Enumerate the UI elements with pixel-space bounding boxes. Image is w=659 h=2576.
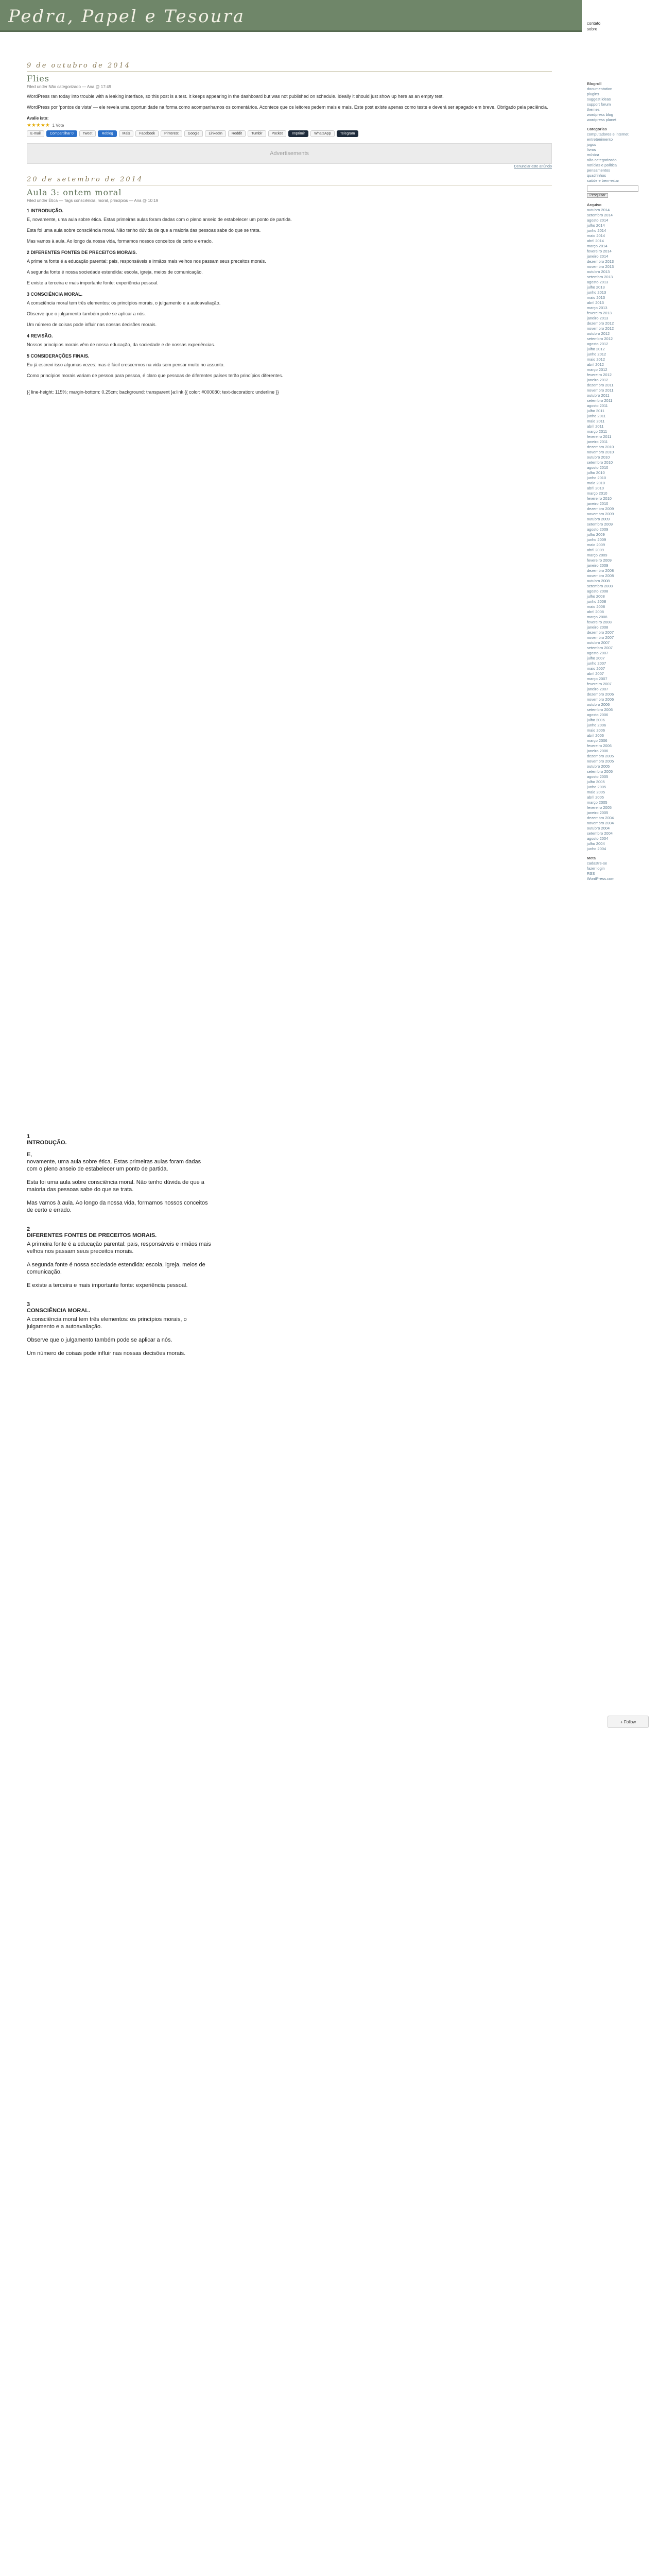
meta-link[interactable]: fazer login — [587, 866, 605, 871]
post-paragraph: A consciência moral tem três elementos: os princípios morais, o julgamento e a autoavaliação. — [27, 300, 221, 306]
archive-link[interactable]: março 2007 — [587, 676, 608, 681]
archive-link[interactable]: fevereiro 2013 — [587, 311, 612, 315]
archive-link[interactable]: novembro 2013 — [587, 264, 614, 269]
archive-link[interactable]: janeiro 2009 — [587, 563, 609, 568]
archive-link[interactable]: junho 2009 — [587, 537, 606, 542]
categories-list — [587, 132, 644, 183]
archive-link[interactable]: maio 2006 — [587, 728, 605, 733]
archive-link[interactable]: maio 2014 — [587, 233, 605, 238]
share-mais-button[interactable]: Mais — [119, 130, 134, 137]
category-link[interactable]: música — [587, 152, 599, 157]
archive-link[interactable]: abril 2009 — [587, 548, 604, 552]
archive-link[interactable]: outubro 2008 — [587, 579, 610, 583]
post-paragraph: Mas vamos à aula. Ao longo da nossa vida, formamos nossos conceitos de certo e errado. — [27, 239, 213, 244]
raw-paragraph: Esta foi uma aula sobre consciência moral. Não tenho dúvida de que a maioria das pessoas sabe do que se trata. — [27, 1179, 204, 1193]
archive-link[interactable]: julho 2013 — [587, 285, 605, 290]
archive-link[interactable]: junho 2013 — [587, 290, 606, 295]
archive-link[interactable]: janeiro 2011 — [587, 439, 608, 444]
raw-heading: 2 DIFERENTES FONTES DE PRECEITOS MORAIS. — [27, 1226, 157, 1239]
post-paragraph: E, novamente, uma aula sobre ética. Estas primeiras aulas foram dadas com o pleno anseio de estabelecer um ponto de partida. — [27, 217, 292, 222]
archive-link[interactable]: janeiro 2005 — [587, 810, 609, 815]
archive-link[interactable]: março 2014 — [587, 244, 608, 248]
category-link[interactable]: computadores e internet — [587, 132, 629, 137]
post-meta: Filed under Não categorizado — Ana @ 17:49 — [27, 84, 111, 89]
archive-link[interactable]: junho 2012 — [587, 352, 606, 357]
top-link-contato[interactable]: contato — [587, 21, 601, 26]
blogroll-heading: Blogroll — [587, 81, 602, 86]
advertisement[interactable] — [27, 143, 552, 164]
blogroll-link[interactable]: documentation — [587, 87, 613, 91]
post-paragraph: Observe que o julgamento também pode se aplicar a nós. — [27, 311, 146, 316]
archive-link[interactable]: março 2006 — [587, 738, 608, 743]
archive-link[interactable]: novembro 2012 — [587, 326, 614, 331]
post-aula-3 — [27, 176, 552, 395]
blogroll-link[interactable]: plugins — [587, 92, 599, 96]
archive-link[interactable]: janeiro 2013 — [587, 316, 609, 320]
archive-link[interactable]: julho 2007 — [587, 656, 605, 660]
archive-link[interactable]: abril 2012 — [587, 362, 604, 367]
ad-label: Advertisements — [270, 150, 309, 157]
archive-link[interactable]: dezembro 2008 — [587, 568, 614, 573]
archive-link[interactable]: julho 2010 — [587, 470, 605, 475]
section-heading: 2 DIFERENTES FONTES DE PRECEITOS MORAIS. — [27, 250, 137, 255]
category-link[interactable]: quadrinhos — [587, 173, 606, 178]
archive-link[interactable]: junho 2014 — [587, 228, 606, 233]
site-header — [0, 0, 582, 32]
archive-link[interactable]: outubro 2013 — [587, 269, 610, 274]
post-paragraph: E existe a terceira e mais importante fonte: experiência pessoal. — [27, 280, 159, 285]
share-telegram-button[interactable]: Telegram — [337, 130, 359, 137]
blogroll-link[interactable]: themes — [587, 107, 600, 112]
archive-link[interactable]: outubro 2004 — [587, 826, 610, 831]
archive-link[interactable]: janeiro 2006 — [587, 749, 609, 753]
archive-link[interactable]: julho 2004 — [587, 841, 605, 846]
archive-link[interactable]: fevereiro 2008 — [587, 620, 612, 624]
raw-css-note: {{ line-height: 115%; margin-bottom: 0.25cm; background: transparent }a:link {{ color: #000080; text-decoration: underline }} — [27, 389, 279, 395]
share-google-button[interactable]: Google — [184, 130, 203, 137]
archive-link[interactable]: maio 2008 — [587, 604, 605, 609]
archive-link[interactable]: julho 2009 — [587, 532, 605, 537]
archive-link[interactable]: agosto 2009 — [587, 527, 609, 532]
raw-paragraph: A segunda fonte é nossa sociedade estendida: escola, igreja, meios de comunicação. — [27, 1262, 205, 1275]
share-pocket-button[interactable]: Pocket — [268, 130, 286, 137]
share-tweet-button[interactable]: Tweet — [79, 130, 96, 137]
blogroll-link[interactable]: suggest ideas — [587, 97, 611, 101]
archive-link[interactable]: dezembro 2007 — [587, 630, 614, 635]
archive-link[interactable]: março 2009 — [587, 553, 608, 557]
meta-link[interactable]: WordPress.com — [587, 876, 615, 881]
archive-link[interactable]: novembro 2007 — [587, 635, 614, 640]
archive-link[interactable]: abril 2007 — [587, 671, 604, 676]
archive-link[interactable]: abril 2008 — [587, 609, 604, 614]
archive-link[interactable]: novembro 2008 — [587, 573, 614, 578]
archive-link[interactable]: junho 2007 — [587, 661, 606, 666]
rating-label: 1 Vote — [52, 123, 64, 128]
archive-link[interactable]: maio 2009 — [587, 543, 605, 547]
category-link[interactable]: notícias e política — [587, 163, 617, 167]
report-ad-link[interactable]: Denunciar este anúncio — [514, 165, 552, 168]
archive-link[interactable]: maio 2005 — [587, 790, 605, 794]
meta-heading: Meta — [587, 856, 596, 860]
share-compartilhar-button[interactable]: Compartilhar 0 — [46, 130, 77, 137]
archive-link[interactable]: novembro 2004 — [587, 821, 614, 825]
archive-link[interactable]: outubro 2006 — [587, 702, 610, 707]
archive-link[interactable]: setembro 2009 — [587, 522, 613, 527]
archive-link[interactable]: novembro 2005 — [587, 759, 614, 764]
blogroll-link[interactable]: wordpress blog — [587, 112, 613, 117]
share-linkedin-button[interactable]: LinkedIn — [205, 130, 226, 137]
archive-link[interactable]: setembro 2004 — [587, 831, 613, 836]
post-paragraph: A segunda fonte é nossa sociedade estendida: escola, igreja, meios de comunicação. — [27, 269, 203, 275]
raw-paragraph: Um número de coisas pode influir nas nossas decisões morais. — [27, 1350, 186, 1357]
share-buttons — [27, 130, 552, 137]
archive-link[interactable]: março 2010 — [587, 491, 608, 496]
archive-link[interactable]: outubro 2007 — [587, 640, 610, 645]
archive-link[interactable]: junho 2005 — [587, 785, 606, 789]
meta-list — [587, 861, 644, 882]
archive-link[interactable]: dezembro 2004 — [587, 816, 614, 820]
meta-link[interactable]: cadastre-se — [587, 861, 608, 866]
archive-link[interactable]: dezembro 2006 — [587, 692, 614, 697]
share-imprimir-button[interactable]: Imprimir — [288, 130, 308, 137]
share-email-button[interactable]: E-mail — [27, 130, 44, 137]
archive-link[interactable]: abril 2005 — [587, 795, 604, 800]
archive-link[interactable]: agosto 2004 — [587, 836, 609, 841]
archive-link[interactable]: janeiro 2014 — [587, 254, 609, 259]
archive-link[interactable]: fevereiro 2009 — [587, 558, 612, 563]
post-paragraph: Eu já escrevi isso algumas vezes: mas é fácil crescermos na vida sem pensar muito no assunto. — [27, 362, 225, 367]
archive-link[interactable]: outubro 2009 — [587, 517, 610, 521]
archive-link[interactable]: setembro 2014 — [587, 213, 613, 217]
archive-link[interactable]: julho 2008 — [587, 594, 605, 599]
archive-link[interactable]: abril 2013 — [587, 300, 604, 305]
archive-heading: Arquivo — [587, 202, 602, 207]
archive-link[interactable]: julho 2012 — [587, 347, 605, 351]
top-links — [587, 21, 623, 32]
archive-link[interactable]: janeiro 2008 — [587, 625, 609, 630]
blogroll-link[interactable]: support forum — [587, 102, 611, 107]
share-facebook-button[interactable]: Facebook — [135, 130, 159, 137]
category-link[interactable]: jogos — [587, 142, 596, 147]
archive-link[interactable]: janeiro 2012 — [587, 378, 609, 382]
post-paragraph: Como princípios morais variam de pessoa para pessoa, é claro que pessoas de diferentes países terão princípios diferentes. — [27, 373, 283, 378]
site-title[interactable]: Pedra, Papel e Tesoura — [8, 6, 245, 27]
archive-link[interactable]: fevereiro 2005 — [587, 805, 612, 810]
archive-link[interactable]: fevereiro 2006 — [587, 743, 612, 748]
archive-link[interactable]: dezembro 2009 — [587, 506, 614, 511]
archive-link[interactable]: junho 2008 — [587, 599, 606, 604]
section-heading: 5 CONSIDERAÇÕES FINAIS. — [27, 353, 90, 359]
archive-link[interactable]: agosto 2007 — [587, 651, 609, 655]
archive-link[interactable]: março 2011 — [587, 429, 608, 434]
archive-link[interactable]: março 2013 — [587, 306, 608, 310]
raw-heading: 1 INTRODUÇÃO. — [27, 1133, 67, 1146]
archive-link[interactable]: setembro 2006 — [587, 707, 613, 712]
archive-link[interactable]: dezembro 2011 — [587, 383, 614, 387]
archive-link[interactable]: outubro 2005 — [587, 764, 610, 769]
archive-link[interactable]: dezembro 2010 — [587, 445, 614, 449]
post-title[interactable]: Aula 3: ontem moral — [27, 188, 122, 197]
meta-link[interactable]: RSS — [587, 871, 595, 876]
archive-link[interactable]: setembro 2007 — [587, 646, 613, 650]
post-paragraph: A primeira fonte é a educação parental: pais, responsáveis e irmãos mais velhos nos passam seus preceitos morais. — [27, 259, 266, 264]
archive-link[interactable]: janeiro 2010 — [587, 501, 609, 506]
archive-list — [587, 208, 644, 852]
raw-paragraph: A primeira fonte é a educação parental: pais, responsáveis e irmãos mais velhos nos passam seus preceitos morais. — [27, 1241, 211, 1255]
categories-heading: Categorias — [587, 127, 607, 131]
archive-link[interactable]: setembro 2005 — [587, 769, 613, 774]
share-label: Avalie isto: — [27, 116, 49, 121]
archive-link[interactable]: setembro 2010 — [587, 460, 613, 465]
category-link[interactable]: saúde e bem-estar — [587, 178, 619, 183]
star-icon[interactable]: ★★★★★ — [27, 123, 50, 128]
top-link-sobre[interactable]: sobre — [587, 27, 598, 31]
archive-link[interactable]: abril 2014 — [587, 239, 604, 243]
main-content — [27, 62, 552, 410]
rating-widget[interactable] — [27, 123, 552, 128]
category-link[interactable]: pensamentos — [587, 168, 611, 173]
raw-heading: 3 CONSCIÊNCIA MORAL. — [27, 1301, 91, 1314]
post-date: 20 de setembro de 2014 — [27, 176, 552, 185]
archive-link[interactable]: agosto 2012 — [587, 342, 609, 346]
post-paragraph: WordPress por ‘pontos de vista’ — ele revela uma oportunidade na forma como acompanhamos os comentários. Acontece que os leitores pedem mais e mais. Este post existe apenas como teste e deverá ser apagado em breve. Obrigado pela paciência. — [27, 105, 548, 110]
share-reblog-button[interactable]: Reblog — [98, 130, 116, 137]
archive-link[interactable]: setembro 2008 — [587, 584, 613, 588]
sidebar — [587, 77, 644, 882]
archive-link[interactable]: dezembro 2013 — [587, 259, 614, 264]
raw-paragraph: E, novamente, uma aula sobre ética. Estas primeiras aulas foram dadas com o pleno anseio de estabelecer um ponto de partida. — [27, 1151, 201, 1172]
post-title[interactable]: Flies — [27, 74, 50, 83]
category-link[interactable]: entretenimento — [587, 137, 613, 142]
archive-link[interactable]: março 2005 — [587, 800, 608, 805]
archive-link[interactable]: dezembro 2012 — [587, 321, 614, 326]
archive-link[interactable]: setembro 2013 — [587, 275, 613, 279]
category-link[interactable]: livros — [587, 147, 596, 152]
archive-link[interactable]: maio 2011 — [587, 419, 605, 423]
raw-text-section — [27, 1133, 212, 1363]
archive-link[interactable]: junho 2011 — [587, 414, 606, 418]
archive-link[interactable]: outubro 2010 — [587, 455, 610, 460]
archive-link[interactable]: março 2012 — [587, 367, 608, 372]
post-date: 9 de outubro de 2014 — [27, 62, 552, 72]
archive-link[interactable]: julho 2011 — [587, 409, 605, 413]
archive-link[interactable]: novembro 2011 — [587, 388, 614, 393]
blogroll-list — [587, 87, 644, 123]
section-heading: 4 REVISÃO. — [27, 333, 53, 338]
archive-link[interactable]: fevereiro 2011 — [587, 434, 612, 439]
raw-paragraph: E existe a terceira e mais importante fonte: experiência pessoal. — [27, 1282, 188, 1289]
archive-link[interactable]: outubro 2014 — [587, 208, 610, 212]
archive-link[interactable]: julho 2006 — [587, 718, 605, 722]
archive-link[interactable]: fevereiro 2010 — [587, 496, 612, 501]
post-paragraph: WordPress ran today into trouble with a leaking interface, so this post is a test. It keeps appearing in the dashboard but was not published on schedule. Ideally it should just show up here as an empty test. — [27, 94, 444, 99]
share-reddit-button[interactable]: Reddit — [228, 130, 246, 137]
follow-label: + Follow — [620, 1719, 636, 1724]
raw-paragraph: A consciência moral tem três elementos: os princípios morais, o julgamento e a autoavaliação. — [27, 1316, 187, 1330]
section-heading: 3 CONSCIÊNCIA MORAL. — [27, 292, 83, 297]
raw-paragraph: Observe que o julgamento também pode se aplicar a nós. — [27, 1337, 172, 1343]
archive-link[interactable]: maio 2010 — [587, 481, 605, 485]
archive-link[interactable]: abril 2006 — [587, 733, 604, 738]
archive-link[interactable]: agosto 2010 — [587, 465, 609, 470]
search-input[interactable] — [587, 185, 638, 192]
archive-link[interactable]: abril 2011 — [587, 424, 604, 429]
archive-link[interactable]: fevereiro 2007 — [587, 682, 612, 686]
archive-link[interactable]: junho 2004 — [587, 846, 606, 851]
archive-link[interactable]: agosto 2011 — [587, 403, 608, 408]
archive-link[interactable]: agosto 2005 — [587, 774, 609, 779]
post-paragraph: Um número de coisas pode influir nas nossas decisões morais. — [27, 322, 157, 327]
share-pinterest-button[interactable]: Pinterest — [161, 130, 182, 137]
archive-link[interactable]: setembro 2012 — [587, 336, 613, 341]
raw-paragraph: Mas vamos à aula. Ao longo da nossa vida, formamos nossos conceitos de certo e errado. — [27, 1200, 208, 1213]
archive-link[interactable]: fevereiro 2012 — [587, 372, 612, 377]
archive-link[interactable]: julho 2014 — [587, 223, 605, 228]
archive-link[interactable]: janeiro 2007 — [587, 687, 609, 691]
archive-link[interactable]: junho 2006 — [587, 723, 606, 727]
archive-link[interactable]: dezembro 2005 — [587, 754, 614, 758]
archive-link[interactable]: setembro 2011 — [587, 398, 613, 403]
archive-link[interactable]: outubro 2011 — [587, 393, 610, 398]
archive-link[interactable]: maio 2007 — [587, 666, 605, 671]
archive-link[interactable]: agosto 2006 — [587, 713, 609, 717]
post-paragraph: Esta foi uma aula sobre consciência moral. Não tenho dúvida de que a maioria das pessoas sabe do que se trata. — [27, 228, 261, 233]
archive-link[interactable]: agosto 2008 — [587, 589, 609, 594]
post-meta: Filed under Ética — Tags consciência, moral, princípios — Ana @ 10:19 — [27, 198, 159, 203]
archive-link[interactable]: fevereiro 2014 — [587, 249, 612, 253]
archive-link[interactable]: agosto 2014 — [587, 218, 609, 223]
section-heading: 1 INTRODUÇÃO. — [27, 208, 64, 213]
archive-link[interactable]: julho 2005 — [587, 779, 605, 784]
archive-link[interactable]: novembro 2006 — [587, 697, 614, 702]
archive-link[interactable]: junho 2010 — [587, 476, 606, 480]
post-flies — [27, 62, 552, 137]
blogroll-link[interactable]: wordpress planet — [587, 117, 617, 122]
archive-link[interactable]: abril 2010 — [587, 486, 604, 490]
category-link[interactable]: não categorizado — [587, 158, 617, 162]
archive-link[interactable]: outubro 2012 — [587, 331, 610, 336]
share-tumblr-button[interactable]: Tumblr — [248, 130, 266, 137]
archive-link[interactable]: novembro 2010 — [587, 450, 614, 454]
archive-link[interactable]: novembro 2009 — [587, 512, 614, 516]
archive-link[interactable]: agosto 2013 — [587, 280, 609, 284]
archive-link[interactable]: maio 2013 — [587, 295, 605, 300]
archive-link[interactable]: março 2008 — [587, 615, 608, 619]
search-button[interactable]: Pesquisar — [587, 193, 608, 198]
share-whatsapp-button[interactable]: WhatsApp — [310, 130, 334, 137]
post-paragraph: Nossos princípios morais vêm de nossa educação, da sociedade e de nossas experiências. — [27, 342, 215, 347]
archive-link[interactable]: maio 2012 — [587, 357, 605, 362]
follow-button[interactable] — [608, 1716, 649, 1728]
